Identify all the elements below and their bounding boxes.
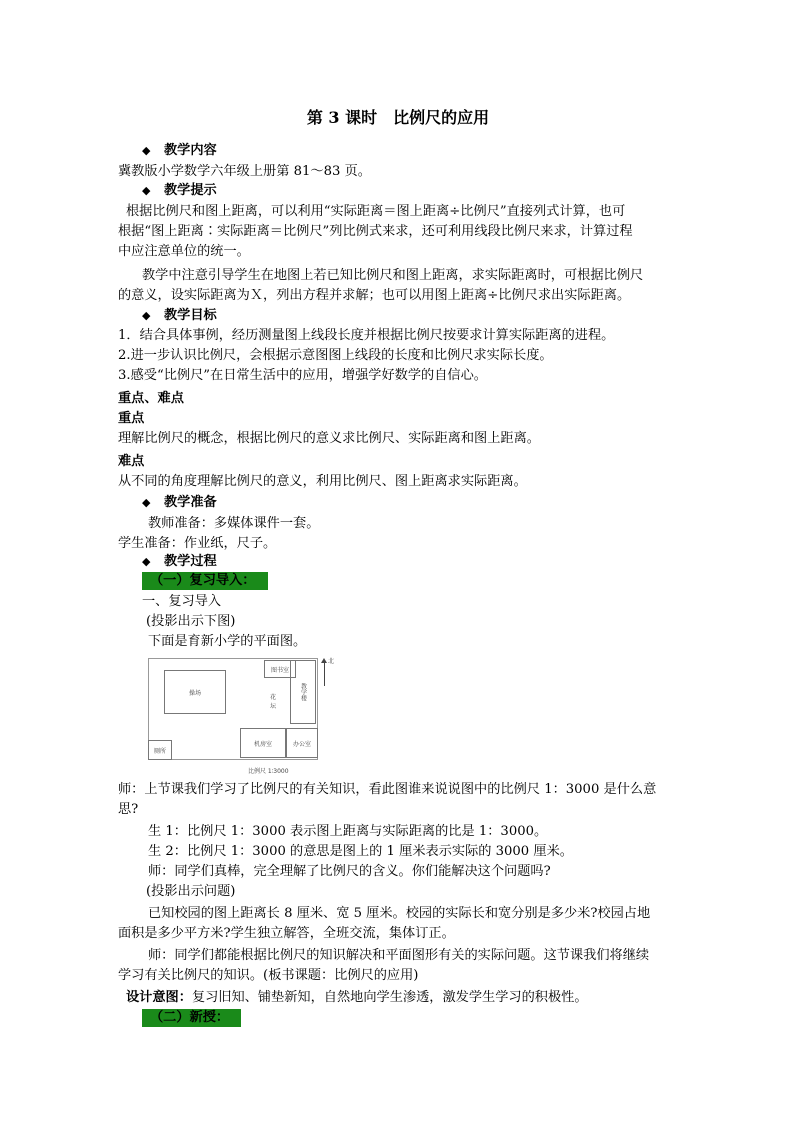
section-heading	[142, 493, 702, 513]
sub-heading: 难点	[118, 454, 145, 469]
section-heading-label: 教学目标	[164, 308, 217, 323]
diamond-bullet-icon: ◆	[142, 184, 151, 197]
section-heading	[142, 552, 702, 572]
north-arrow-icon	[324, 660, 325, 686]
map-room-teaching-building: 教学楼	[290, 660, 316, 724]
text-line: 面积是多少平方米?学生独立解答，全班交流，集体订正。	[118, 926, 455, 941]
text-line: 从不同的角度理解比例尺的意义，利用比例尺、图上距离求实际距离。	[118, 474, 527, 489]
diamond-bullet-icon: ◆	[142, 144, 151, 157]
section-heading	[142, 181, 702, 201]
step-header-label: （二）新授：	[142, 1009, 241, 1027]
text-line: 根据比例尺和图上距离，可以利用“实际距离＝图上距离÷比例尺”直接列式计算，也可	[126, 204, 626, 219]
design-note	[126, 988, 686, 1008]
text-line: 思?	[118, 802, 139, 817]
step-header	[142, 571, 702, 591]
sub-heading: 重点、难点	[118, 391, 184, 406]
map-north-label: 北	[328, 658, 335, 665]
text-line: 一、复习导入	[142, 594, 222, 609]
text-line: 中应注意单位的统一。	[118, 244, 250, 259]
text-line: 2.进一步认识比例尺，会根据示意图图上线段的长度和比例尺求实际长度。	[118, 348, 553, 363]
text-line: 理解比例尺的概念，根据比例尺的意义求比例尺、实际距离和图上距离。	[118, 431, 540, 446]
map-room-library: 图书室	[264, 660, 296, 678]
sub-heading: 重点	[118, 411, 145, 426]
text-line: 学生准备：作业纸，尺子。	[118, 536, 277, 551]
text-line: 下面是育新小学的平面图。	[148, 634, 307, 649]
design-note-label: 设计意图：	[126, 990, 192, 1005]
section-heading-label: 教学内容	[164, 143, 217, 158]
section-heading	[142, 141, 702, 161]
section-heading-label: 教学准备	[164, 495, 217, 510]
page-title: 第 3 课时 比例尺的应用	[306, 108, 490, 127]
text-line: 生 2：比例尺 1：3000 的意思是图上的 1 厘米表示实际的 3000 厘米。	[148, 844, 573, 859]
text-line: 教学中注意引导学生在地图上若已知比例尺和图上距离，求实际距离时，可根据比例尺	[142, 268, 644, 283]
diamond-bullet-icon: ◆	[142, 555, 151, 568]
diamond-bullet-icon: ◆	[142, 496, 151, 509]
text-line: (投影出示下图)	[146, 614, 236, 629]
text-line: (投影出示问题)	[146, 884, 236, 899]
map-room-computer: 机房室	[240, 728, 286, 758]
text-line: 已知校园的图上距离长 8 厘米、宽 5 厘米。校园的实际长和宽分别是多少米?校园占地	[148, 906, 651, 921]
text-line: 学习有关比例尺的知识。(板书课题：比例尺的应用)	[118, 968, 419, 983]
section-heading	[142, 306, 702, 326]
section-heading-label: 教学提示	[164, 183, 217, 198]
step-header-label: （一）复习导入：	[142, 572, 268, 590]
map-room-office: 办公室	[286, 728, 318, 758]
north-arrow-head-icon	[321, 658, 327, 663]
design-note-text: 复习旧知、铺垫新知，自然地向学生渗透，激发学生学习的积极性。	[191, 990, 588, 1005]
text-line: 冀教版小学数学六年级上册第 81～83 页。	[118, 164, 371, 179]
text-line: 生 1：比例尺 1：3000 表示图上距离与实际距离的比是 1：3000。	[148, 824, 548, 839]
text-line: 根据“图上距离∶实际距离＝比例尺”列比例式来求，还可利用线段比例尺来求，计算过程	[118, 224, 633, 239]
text-line: 师：同学们都能根据比例尺的知识解决和平面图形有关的实际问题。这节课我们将继续	[148, 948, 650, 963]
map-room-playground: 操场	[164, 670, 226, 714]
map-flower-bed: 花坛	[270, 694, 277, 710]
map-scale-label: 比例尺 1∶3000	[248, 768, 289, 775]
map-room-restroom: 厕所	[148, 740, 172, 760]
section-heading-label: 教学过程	[164, 554, 217, 569]
text-line: 师：同学们真棒，完全理解了比例尺的含义。你们能解决这个问题吗?	[148, 864, 551, 879]
text-line: 1．结合具体事例，经历测量图上线段长度并根据比例尺按要求计算实际距离的进程。	[118, 328, 615, 343]
diamond-bullet-icon: ◆	[142, 309, 151, 322]
text-line: 的意义，设实际距离为Ｘ，列出方程并求解；也可以用图上距离÷比例尺求出实际距离。	[118, 288, 631, 303]
school-floor-plan	[148, 654, 348, 774]
text-line: 3.感受“比例尺”在日常生活中的应用，增强学好数学的自信心。	[118, 368, 487, 383]
step-header	[142, 1008, 702, 1028]
text-line: 师：上节课我们学习了比例尺的有关知识，看此图谁来说说图中的比例尺 1：3000 是什么意	[118, 782, 657, 797]
text-line: 教师准备：多媒体课件一套。	[148, 516, 320, 531]
